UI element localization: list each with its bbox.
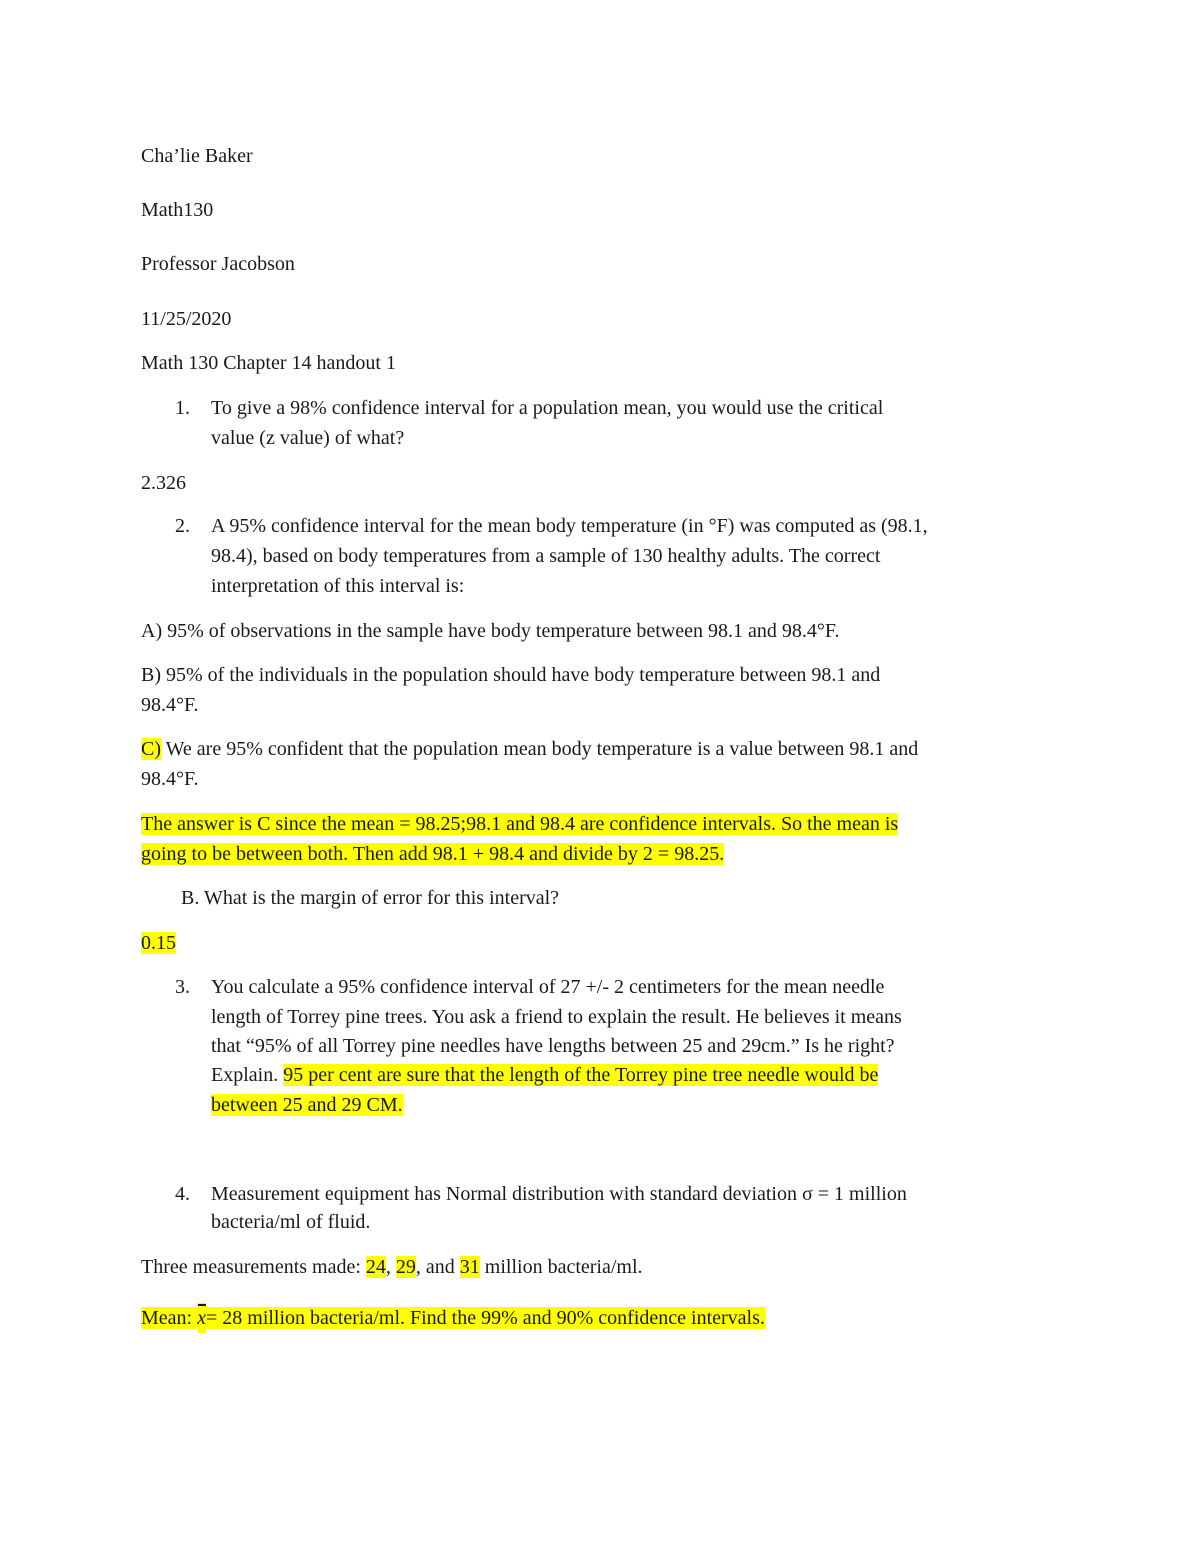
part-b-answer xyxy=(141,928,176,958)
x-bar-symbol: x xyxy=(197,1303,206,1333)
mean-line xyxy=(141,1303,765,1333)
question-1-line-2: value (z value) of what? xyxy=(211,427,405,449)
question-3-line-2: length of Torrey pine trees. You ask a friend to explain the result. He believes it means xyxy=(211,1006,902,1028)
question-3-answer-1: 95 per cent are sure that the length of the Torrey pine tree needle would be xyxy=(283,1064,879,1086)
option-b-line-2: 98.4°F. xyxy=(141,694,199,716)
explanation-text-1: The answer is C since the mean = 98.25;98.1 and 98.4 are confidence intervals. So the mean is xyxy=(141,813,899,835)
question-2-line-1: A 95% confidence interval for the mean body temperature (in °F) was computed as (98.1, xyxy=(211,515,928,537)
question-1-line-1: To give a 98% confidence interval for a population mean, you would use the critical xyxy=(211,397,884,419)
question-1-number: 1. xyxy=(175,397,190,419)
question-3-answer-2: between 25 and 29 CM. xyxy=(211,1094,403,1116)
question-4-number: 4. xyxy=(175,1183,190,1205)
option-c-line-1 xyxy=(141,734,918,764)
measurements-line xyxy=(141,1252,643,1282)
part-b-answer-text: 0.15 xyxy=(141,932,176,954)
explanation-line-2 xyxy=(141,839,724,869)
measurement-2: 29 xyxy=(395,1256,416,1278)
explanation-text-2: going to be between both. Then add 98.1 + 98.4 and divide by 2 = 98.25. xyxy=(141,843,725,865)
measurement-sep-1: , xyxy=(385,1256,396,1278)
explanation-line-1 xyxy=(141,809,898,839)
question-2-number: 2. xyxy=(175,515,190,537)
option-c-line-2: 98.4°F. xyxy=(141,768,199,790)
student-name: Cha’lie Baker xyxy=(141,145,253,167)
question-4-line-2: bacteria/ml of fluid. xyxy=(211,1211,371,1233)
mean-label: Mean: xyxy=(141,1307,198,1329)
question-3-line-5 xyxy=(211,1090,403,1120)
question-4-line-1: Measurement equipment has Normal distribution with standard deviation σ = 1 million xyxy=(211,1183,907,1205)
option-a: A) 95% of observations in the sample have body temperature between 98.1 and 98.4°F. xyxy=(141,620,840,642)
question-1-answer: 2.326 xyxy=(141,472,186,494)
option-c-label: C) xyxy=(141,738,161,760)
mean-text: = 28 million bacteria/ml. Find the 99% and 90% confidence intervals. xyxy=(205,1307,765,1329)
course-name: Math130 xyxy=(141,199,214,221)
question-3-number: 3. xyxy=(175,976,190,998)
professor-name: Professor Jacobson xyxy=(141,253,295,275)
question-2-line-3: interpretation of this interval is: xyxy=(211,575,465,597)
measurement-1: 24 xyxy=(365,1256,386,1278)
date: 11/25/2020 xyxy=(141,308,232,330)
option-b-line-1: B) 95% of the individuals in the population should have body temperature between 98.1 and xyxy=(141,664,881,686)
measurement-sep-2: , and xyxy=(415,1256,460,1278)
explain-label: Explain. xyxy=(211,1064,284,1086)
question-2-line-2: 98.4), based on body temperatures from a sample of 130 healthy adults. The correct xyxy=(211,545,881,567)
handout-title: Math 130 Chapter 14 handout 1 xyxy=(141,352,396,374)
option-c-text: We are 95% confident that the population mean body temperature is a value between 98.1 and xyxy=(161,738,919,760)
question-3-line-3: that “95% of all Torrey pine needles have lengths between 25 and 29cm.” Is he right? xyxy=(211,1035,895,1057)
part-b-question: B. What is the margin of error for this interval? xyxy=(181,887,560,909)
measurement-3: 31 xyxy=(459,1256,480,1278)
question-3-line-4 xyxy=(211,1060,878,1090)
measurements-suffix: million bacteria/ml. xyxy=(479,1256,643,1278)
measurements-prefix: Three measurements made: xyxy=(141,1256,366,1278)
question-3-line-1: You calculate a 95% confidence interval of 27 +/- 2 centimeters for the mean needle xyxy=(211,976,885,998)
